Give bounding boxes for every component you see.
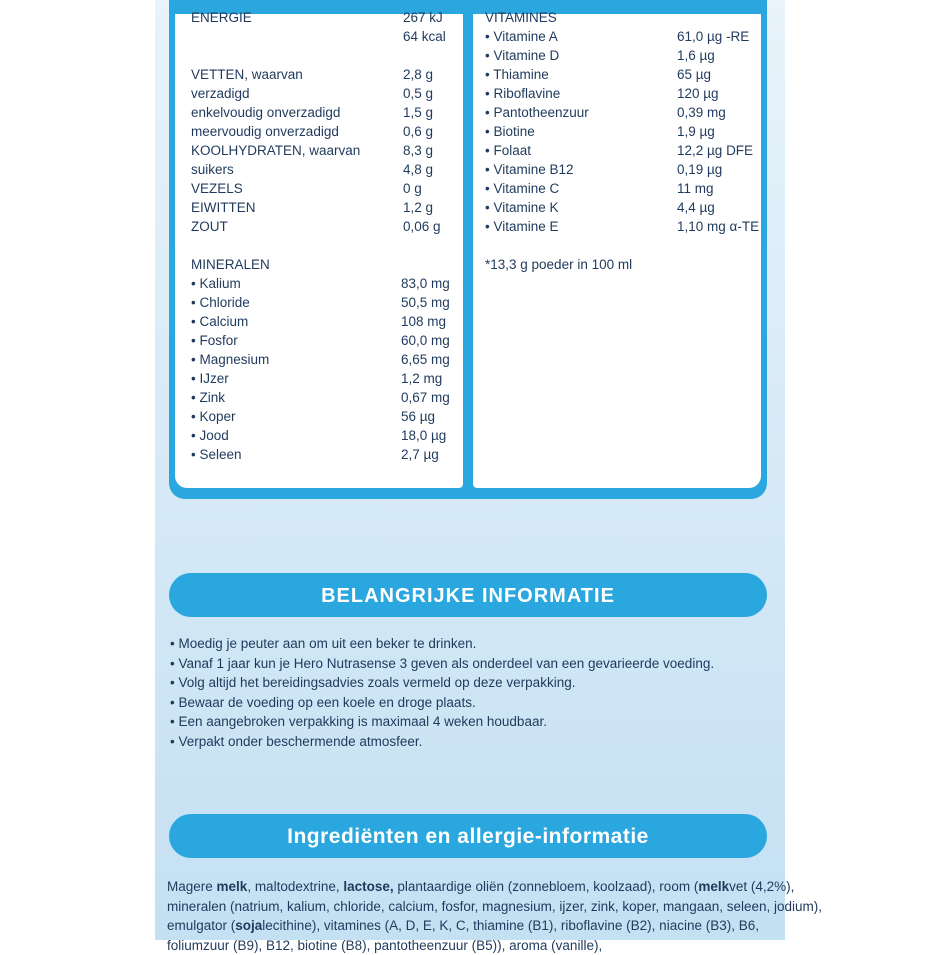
nutrient-value: 11 mg <box>677 179 714 198</box>
info-item: • Een aangebroken verpakking is maximaal 4 weken houdbaar. <box>170 712 714 732</box>
ingredients-title: Ingrediënten en allergie-informatie <box>169 814 767 858</box>
nutrient-label: ENERGIE <box>191 8 252 27</box>
nutrient-label: • Biotine <box>485 122 535 141</box>
nutrient-label: verzadigd <box>191 84 250 103</box>
nutrient-value: 8,3 g <box>403 141 433 160</box>
nutrient-label: • Vitamine D <box>485 46 559 65</box>
info-item: • Volg altijd het bereidingsadvies zoals vermeld op deze verpakking. <box>170 673 714 693</box>
nutrient-label: • Pantotheenzuur <box>485 103 589 122</box>
footnote: *13,3 g poeder in 100 ml <box>485 255 632 274</box>
nutrient-value: 0 g <box>403 179 422 198</box>
nutrient-label: • Magnesium <box>191 350 269 369</box>
vitamins-title: VITAMINES <box>485 8 557 27</box>
ingredients-line <box>167 877 777 897</box>
ingredient-text: Magere <box>167 879 217 894</box>
nutrient-value: 65 µg <box>677 65 711 84</box>
nutrient-value: 108 mg <box>401 312 446 331</box>
nutrient-value: 0,39 mg <box>677 103 726 122</box>
ingredients-line <box>167 936 777 955</box>
ingredient-text: plantaardige oliën (zonnebloem, koolzaad), room ( <box>394 879 699 894</box>
nutrient-value: 0,67 mg <box>401 388 450 407</box>
ingredient-text: mineralen (natrium, kalium, chloride, calcium, fosfor, magnesium, ijzer, zink, koper, mangaan, seleen, jodium), <box>167 899 822 914</box>
allergen-text: melk <box>217 879 248 894</box>
nutrient-value: 64 kcal <box>403 27 446 46</box>
ingredient-text: emulgator ( <box>167 918 235 933</box>
nutrient-label: • Vitamine A <box>485 27 558 46</box>
nutrient-value: 1,2 g <box>403 198 433 217</box>
nutrient-label: • Seleen <box>191 445 242 464</box>
nutrient-label: • Jood <box>191 426 229 445</box>
nutrient-label: • Chloride <box>191 293 250 312</box>
nutrient-label: • Vitamine B12 <box>485 160 574 179</box>
ingredient-text: foliumzuur (B9), B12, biotine (B8), pantotheenzuur (B5)), aroma (vanille), <box>167 938 602 953</box>
product-label-panel <box>155 0 785 940</box>
nutrient-label: • Vitamine E <box>485 217 559 236</box>
nutrient-value: 120 µg <box>677 84 719 103</box>
nutrient-label: • Koper <box>191 407 236 426</box>
nutrient-value: 2,7 µg <box>401 445 439 464</box>
nutrient-label: VETTEN, waarvan <box>191 65 303 84</box>
nutrient-value: 0,19 µg <box>677 160 722 179</box>
allergen-text: lactose, <box>343 879 393 894</box>
nutrition-header <box>169 0 767 12</box>
nutrient-value: 61,0 µg -RE <box>677 27 749 46</box>
ingredient-text: vet (4,2%), <box>729 879 794 894</box>
nutrition-table <box>169 0 767 499</box>
nutrient-value: 1,6 µg <box>677 46 715 65</box>
nutrient-label: • Zink <box>191 388 225 407</box>
nutrient-value: 1,10 mg α-TE <box>677 217 759 236</box>
nutrient-label: • Calcium <box>191 312 248 331</box>
nutrient-value: 0,6 g <box>403 122 433 141</box>
nutrient-value: 6,65 mg <box>401 350 450 369</box>
minerals-title: MINERALEN <box>191 255 270 274</box>
nutrient-value: 4,8 g <box>403 160 433 179</box>
nutrient-label: • Vitamine C <box>485 179 559 198</box>
ingredients-text <box>167 877 777 955</box>
nutrition-left-column <box>175 14 463 488</box>
nutrient-label: • Riboflavine <box>485 84 560 103</box>
ingredient-text: , maltodextrine, <box>247 879 343 894</box>
nutrient-value: 50,5 mg <box>401 293 450 312</box>
nutrient-value: 1,9 µg <box>677 122 715 141</box>
nutrient-value: 12,2 µg DFE <box>677 141 753 160</box>
nutrient-label: EIWITTEN <box>191 198 256 217</box>
nutrient-label: VEZELS <box>191 179 243 198</box>
nutrient-value: 4,4 µg <box>677 198 715 217</box>
nutrient-label: KOOLHYDRATEN, waarvan <box>191 141 360 160</box>
ingredients-line <box>167 897 777 917</box>
nutrient-label: • Folaat <box>485 141 531 160</box>
nutrient-label: ZOUT <box>191 217 228 236</box>
allergen-text: soja <box>235 918 262 933</box>
info-item: • Bewaar de voeding op een koele en droge plaats. <box>170 693 714 713</box>
nutrient-value: 56 µg <box>401 407 435 426</box>
nutrient-value: 18,0 µg <box>401 426 446 445</box>
allergen-text: melk <box>698 879 729 894</box>
nutrition-right-column <box>473 14 761 488</box>
nutrient-value: 1,2 mg <box>401 369 442 388</box>
info-title: BELANGRIJKE INFORMATIE <box>169 573 767 617</box>
info-list <box>170 634 714 751</box>
nutrient-label: meervoudig onverzadigd <box>191 122 339 141</box>
info-item: • Moedig je peuter aan om uit een beker te drinken. <box>170 634 714 654</box>
nutrient-label: • IJzer <box>191 369 229 388</box>
nutrient-label: • Fosfor <box>191 331 238 350</box>
nutrient-value: 267 kJ <box>403 8 443 27</box>
nutrient-label: • Vitamine K <box>485 198 559 217</box>
ingredients-line <box>167 916 777 936</box>
nutrient-value: 2,8 g <box>403 65 433 84</box>
nutrient-label: enkelvoudig onverzadigd <box>191 103 340 122</box>
nutrient-label: suikers <box>191 160 234 179</box>
nutrient-label: • Kalium <box>191 274 241 293</box>
ingredient-text: lecithine), vitamines (A, D, E, K, C, thiamine (B1), riboflavine (B2), niacine (B3), B6, <box>262 918 759 933</box>
nutrient-value: 1,5 g <box>403 103 433 122</box>
nutrient-value: 0,5 g <box>403 84 433 103</box>
info-item: • Vanaf 1 jaar kun je Hero Nutrasense 3 geven als onderdeel van een gevarieerde voeding. <box>170 654 714 674</box>
nutrient-label: • Thiamine <box>485 65 549 84</box>
nutrient-value: 0,06 g <box>403 217 441 236</box>
nutrient-value: 83,0 mg <box>401 274 450 293</box>
info-item: • Verpakt onder beschermende atmosfeer. <box>170 732 714 752</box>
nutrient-value: 60,0 mg <box>401 331 450 350</box>
